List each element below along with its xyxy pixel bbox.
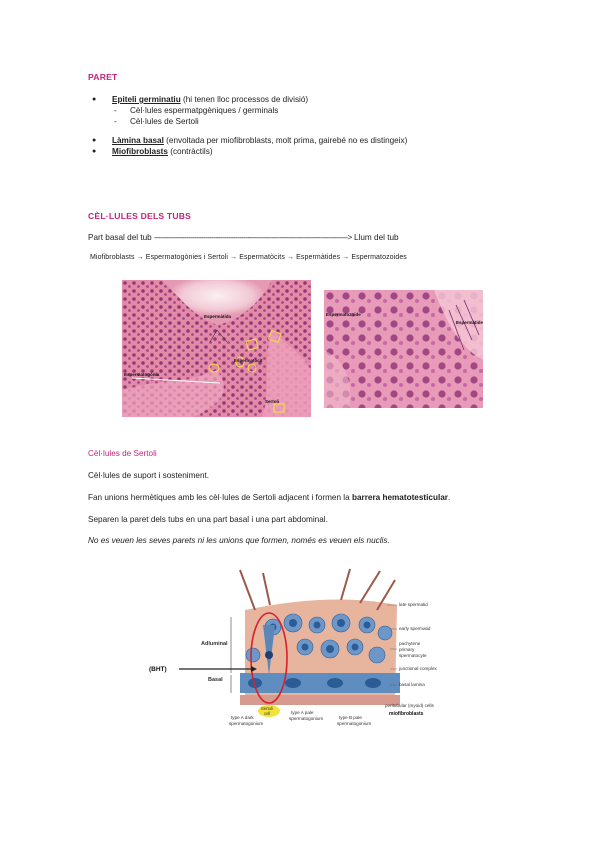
label-type-b-pale-2: spermatogonium bbox=[337, 721, 372, 726]
section-title-paret: PARET bbox=[88, 72, 118, 82]
sub-item: - Cèl·lules de Sertoli bbox=[130, 116, 548, 127]
label-junctional: junctional complex bbox=[399, 666, 437, 671]
paragraph bbox=[88, 493, 450, 502]
label-peritubular: peritubular (myoid) cells bbox=[385, 703, 434, 708]
flow-step: Espermatogònies i Sertoli bbox=[145, 254, 229, 261]
label-sertoli-cell: Sertoli bbox=[261, 706, 273, 711]
seminiferous-epithelium-diagram bbox=[145, 565, 475, 730]
label-type-b-pale: type B pale bbox=[339, 715, 362, 720]
axis-dashes: -------------------------------------------------------------------------------------------> bbox=[154, 233, 352, 242]
label-type-a-pale-2: spermatogonium bbox=[289, 716, 324, 721]
micrograph-detail bbox=[324, 290, 483, 408]
label-late-spermatid: late spermatid bbox=[399, 602, 428, 607]
sublist bbox=[88, 105, 548, 127]
flow-step: Espermatozoides bbox=[351, 254, 407, 261]
flow-step: Miofibroblasts bbox=[90, 254, 135, 261]
micrograph-image bbox=[122, 280, 311, 417]
arrow-icon: → bbox=[286, 254, 295, 261]
label-type-a-dark-2: spermatogonium bbox=[229, 721, 264, 726]
cell-flow bbox=[90, 254, 407, 261]
label-adluminal: Adluminal bbox=[201, 641, 228, 647]
arrow-icon: → bbox=[342, 254, 350, 261]
axis-right: Llum del tub bbox=[354, 233, 399, 242]
label-spermatocyte: spermatocyte bbox=[399, 653, 427, 658]
sub-item: - Cèl·lules espermatpgèniques / germinals bbox=[130, 105, 548, 116]
label-pachytene: pachytene bbox=[399, 641, 421, 646]
paragraph: Separen la paret dels tubs en una part basal i una part abdominal. bbox=[88, 515, 328, 524]
label-type-a-pale: type A pale bbox=[291, 710, 314, 715]
label-primary: primary bbox=[399, 647, 415, 652]
label-espermatogonia: Espermatogònia bbox=[124, 372, 160, 377]
arrow-icon: → bbox=[136, 254, 144, 261]
label-early-spermatid: early spermatid bbox=[399, 626, 431, 631]
term-lamina: Làmina basal bbox=[112, 136, 164, 145]
term-barrera: barrera hematotesticular bbox=[351, 493, 448, 502]
label-espermatocit: Espermatòcit bbox=[234, 358, 263, 363]
label-miofibroblasts: miofibroblasts bbox=[389, 711, 424, 717]
label-sertoli: Sertoli bbox=[265, 399, 280, 404]
axis-left: Part basal del tub bbox=[88, 233, 152, 242]
list-item bbox=[88, 146, 548, 157]
list-item bbox=[88, 94, 548, 105]
label-espermatozoide: Espermatozoide bbox=[326, 312, 361, 317]
label-basal-lamina: basal lamina bbox=[399, 682, 425, 687]
term-miofibroblasts: Miofibroblasts bbox=[112, 147, 168, 156]
label-bht: (BHT) bbox=[149, 666, 167, 673]
term-epiteli: Epiteli germinatiu bbox=[112, 95, 181, 104]
flow-step: Espermatòcits bbox=[239, 254, 285, 261]
micrograph-tubule bbox=[122, 280, 311, 417]
label-espermatide: Espermàtide bbox=[456, 320, 483, 325]
subsection-title-sertoli: Cèl·lules de Sertoli bbox=[88, 449, 157, 458]
text-run: Fan unions hermètiques amb les cèl·lules de Sertoli adjacent i formen la bbox=[88, 493, 352, 502]
paragraph: Cèl·lules de suport i sosteniment. bbox=[88, 471, 210, 480]
micrograph-image-2 bbox=[324, 290, 483, 408]
label-espermatida: Espermàtida bbox=[204, 314, 232, 319]
section-title-cellules: CÈL·LULES DELS TUBS bbox=[88, 211, 192, 221]
flow-step: Espermàtides bbox=[296, 254, 341, 261]
arrow-icon: → bbox=[230, 254, 238, 261]
paragraph-italic: No es veuen les seves parets ni les unions que formen, només es veuen els nuclis. bbox=[88, 536, 390, 545]
term-note: (envoltada per miofibroblasts, molt prima, gairebé no es distingeix) bbox=[166, 136, 408, 145]
label-type-a-dark: type A dark bbox=[231, 715, 254, 720]
term-note: (contràctils) bbox=[170, 147, 213, 156]
label-basal: Basal bbox=[208, 677, 223, 683]
paret-list bbox=[88, 94, 548, 157]
text-run: . bbox=[447, 493, 451, 502]
axis-line bbox=[88, 233, 399, 242]
term-note: (hi tenen lloc processos de divisió) bbox=[182, 95, 309, 104]
list-item bbox=[88, 135, 548, 146]
label-sertoli-cell-2: cell bbox=[264, 711, 271, 716]
